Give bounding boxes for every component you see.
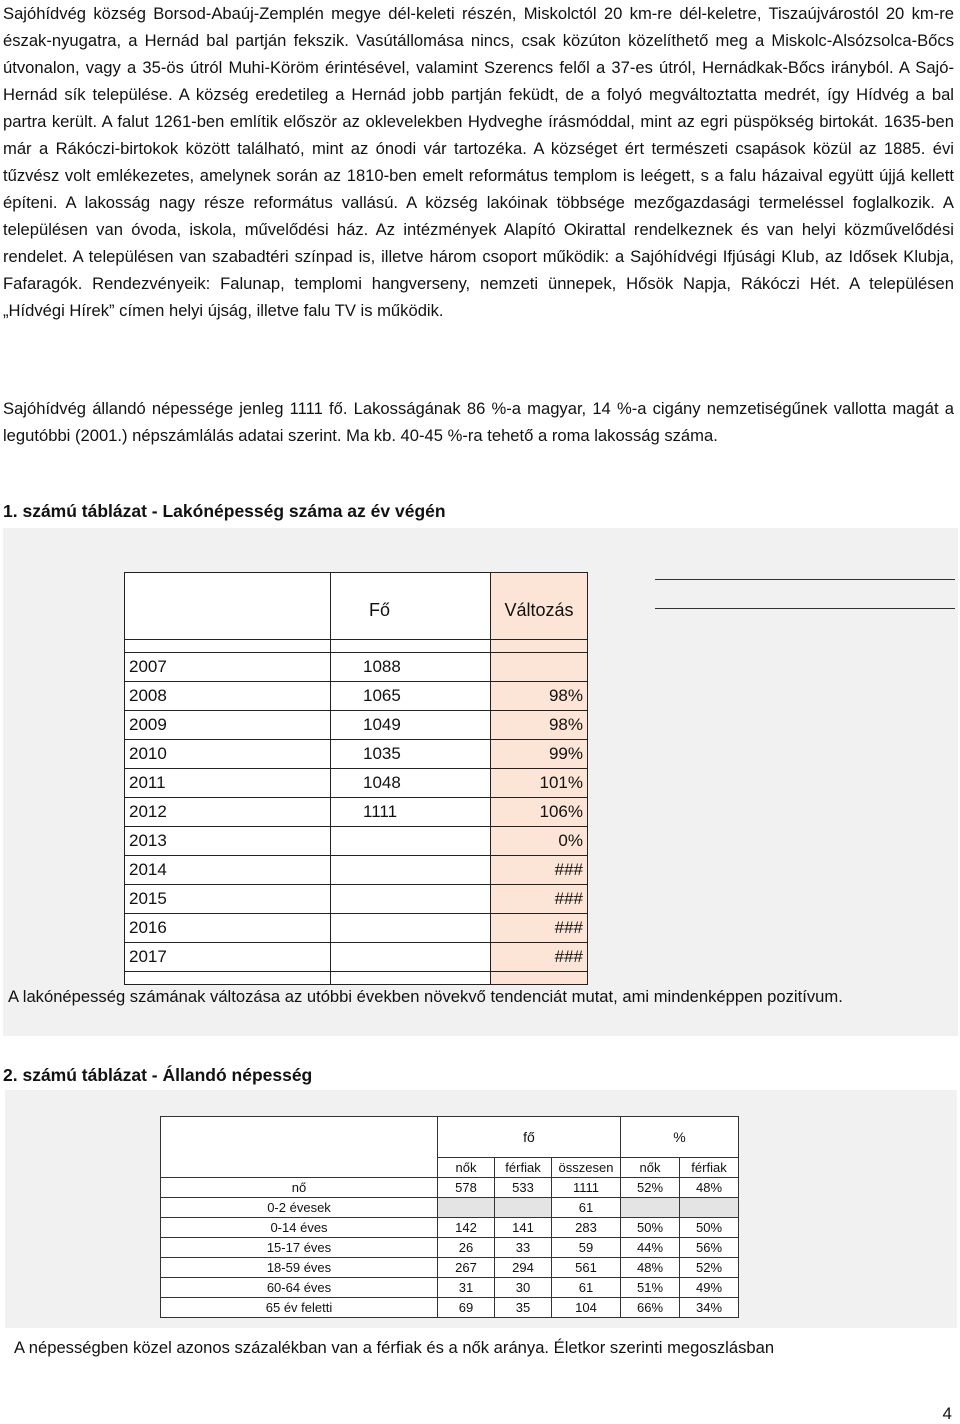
table2-cell: 59 — [552, 1238, 621, 1258]
table2-cell: 533 — [495, 1178, 552, 1198]
table1-caption: 1. számú táblázat - Lakónépesség száma az év végén — [3, 501, 446, 521]
table2-cell: 66% — [621, 1298, 680, 1318]
table2-sub-header-row — [161, 1158, 739, 1178]
table1-cell-year: 2013 — [125, 827, 331, 856]
table2-row — [161, 1218, 739, 1238]
table1-row — [125, 769, 588, 798]
table2-cell: 48% — [621, 1258, 680, 1278]
table1-row — [125, 827, 588, 856]
table1-header-change: Változás — [491, 573, 588, 640]
table1-row — [125, 914, 588, 943]
table2-subheader: férfiak — [680, 1158, 739, 1178]
table2-cell: 141 — [495, 1218, 552, 1238]
table1-spacer-cell — [125, 640, 331, 653]
table1-row — [125, 740, 588, 769]
table2-row — [161, 1278, 739, 1298]
table2-cell: 69 — [438, 1298, 495, 1318]
table2-row-label: nő — [161, 1178, 438, 1198]
table1-row — [125, 653, 588, 682]
table1-cell-change: ### — [491, 856, 588, 885]
table2-cell: 283 — [552, 1218, 621, 1238]
table2-cell: 34% — [680, 1298, 739, 1318]
table2-group-header-row — [161, 1117, 739, 1158]
page-number: 4 — [942, 1404, 952, 1423]
table2-cell: 294 — [495, 1258, 552, 1278]
table1-cell-year: 2011 — [125, 769, 331, 798]
table1-note: A lakónépesség számának változása az utóbbi években növekvő tendenciát mutat, ami mindenképpen pozitívum. — [8, 987, 843, 1006]
table1-spacer-row — [125, 640, 588, 653]
table1-row — [125, 682, 588, 711]
table2-cell: 1111 — [552, 1178, 621, 1198]
table2-subheader: férfiak — [495, 1158, 552, 1178]
population-paragraph: Sajóhídvég állandó népessége jenleg 1111 fő. Lakosságának 86 %-a magyar, 14 %-a cigány nemzetiségűnek vallotta magát a legutóbbi (2001.) népszámlálás adatai szerint. Ma kb. 40-45 %-ra tehető a roma lakosság száma. — [3, 399, 954, 445]
table2-subheader-empty — [161, 1158, 438, 1178]
table2-cell: 561 — [552, 1258, 621, 1278]
table1-rule-line — [655, 579, 955, 580]
table1-cell-year: 2017 — [125, 943, 331, 972]
table2-header-pct: % — [621, 1117, 739, 1158]
table2-container — [160, 1116, 739, 1318]
table2-row-label: 60-64 éves — [161, 1278, 438, 1298]
table1 — [124, 572, 588, 985]
table2-cell: 104 — [552, 1298, 621, 1318]
table2-cell: 35 — [495, 1298, 552, 1318]
table2-header-empty — [161, 1117, 438, 1158]
table1-cell-fo — [331, 827, 491, 856]
table1-cell-change: 106% — [491, 798, 588, 827]
table2-subheader: összesen — [552, 1158, 621, 1178]
table1-spacer-cell — [331, 640, 491, 653]
table2-subheader: nők — [621, 1158, 680, 1178]
table2-cell: 26 — [438, 1238, 495, 1258]
table1-header-row — [125, 573, 588, 640]
table1-cell-year: 2009 — [125, 711, 331, 740]
table2-header-fo: fő — [438, 1117, 621, 1158]
table1-cell-year: 2016 — [125, 914, 331, 943]
table1-cell-fo: 1049 — [331, 711, 491, 740]
table2-row-label: 0-14 éves — [161, 1218, 438, 1238]
table1-header-fo: Fő — [331, 573, 491, 640]
table1-cell-fo — [331, 914, 491, 943]
table1-row — [125, 885, 588, 914]
table2-cell: 49% — [680, 1278, 739, 1298]
table1-row — [125, 798, 588, 827]
table1-cell-fo: 1088 — [331, 653, 491, 682]
table2-cell: 31 — [438, 1278, 495, 1298]
table1-cell-change: 101% — [491, 769, 588, 798]
table1-cell-year: 2008 — [125, 682, 331, 711]
table1-rule-line — [655, 608, 955, 609]
table1-cell-fo — [331, 885, 491, 914]
table1-cell-change: 98% — [491, 682, 588, 711]
table1-row — [125, 856, 588, 885]
table2-cell — [495, 1198, 552, 1218]
table1-cell-fo — [331, 943, 491, 972]
table2-row-label: 65 év feletti — [161, 1298, 438, 1318]
table2-cell: 50% — [621, 1218, 680, 1238]
table2-row — [161, 1198, 739, 1218]
table1-cell-change: ### — [491, 885, 588, 914]
table1-spacer-cell — [491, 640, 588, 653]
table2-row-label: 0-2 évesek — [161, 1198, 438, 1218]
table2-row — [161, 1298, 739, 1318]
table2 — [160, 1116, 739, 1318]
table2-row-label: 18-59 éves — [161, 1258, 438, 1278]
table1-cell-fo: 1111 — [331, 798, 491, 827]
table1-container — [124, 572, 588, 985]
table1-cell-year: 2010 — [125, 740, 331, 769]
table2-subheader: nők — [438, 1158, 495, 1178]
table2-cell: 50% — [680, 1218, 739, 1238]
table2-cell: 52% — [680, 1258, 739, 1278]
closing-paragraph: A népességben közel azonos százalékban van a férfiak és a nők aránya. Életkor szerinti megoszlásban — [14, 1338, 775, 1357]
table2-cell: 33 — [495, 1238, 552, 1258]
table2-cell: 51% — [621, 1278, 680, 1298]
table1-cell-year: 2007 — [125, 653, 331, 682]
table1-cell-fo: 1035 — [331, 740, 491, 769]
table2-cell — [680, 1198, 739, 1218]
table1-cell-change: 0% — [491, 827, 588, 856]
table1-cell-fo: 1048 — [331, 769, 491, 798]
intro-paragraph: Sajóhídvég község Borsod-Abaúj-Zemplén megye dél-keleti részén, Miskolctól 20 km-re dél-keletre, Tiszaújvárostól 20 km-re észak-nyugatra, a Hernád bal partján fekszik. Vasútállomása nincs, csak közúton közelíthető meg a Miskolc-Alsózsolca-Bőcs útvonalon, vagy a 35-ös útról Muhi-Köröm érintésével, valamint Szerencs felől a 37-es útról, Hernádkak-Bőcs irányból. A Sajó-Hernád sík települése. A község eredetileg a Hernád jobb partján feküdt, de a folyó megváltoztatta medrét, így Hídvég a bal partra került. A falut 1261-ben említik először az oklevelekben Hydveghe írásmóddal, mint az egri püspökség birtokát. 1635-ben már a Rákóczi-birtokok között található, mint az ónodi vár tartozéka. A községet ért természeti csapások közül az 1885. évi tűzvész volt emlékezetes, amelynek során az 1810-ben emelt református templom is leégett, s a falu házaival együtt újjá kellett építeni. A lakosság nagy része református vallású. A község lakóinak többsége mezőgazdasági termeléssel foglalkozik. A településen van óvoda, iskola, művelődési ház. Az intézmények Alapító Okirattal rendelkeznek és van helyi közművelődési rendelet. A településen van szabadtéri színpad is, illetve három csoport működik: a Sajóhídvégi Ifjúsági Klub, az Idősek Klubja, Fafaragók. Rendezvényeik: Falunap, templomi hangverseny, nemzeti ünnepek, Hősök Napja, Rákóczi Hét. A településen „Hídvégi Hírek” címen helyi újság, illetve falu TV is működik. — [3, 4, 954, 320]
table2-cell: 48% — [680, 1178, 739, 1198]
table2-cell: 142 — [438, 1218, 495, 1238]
table1-cell-year: 2012 — [125, 798, 331, 827]
table1-cell-change: ### — [491, 914, 588, 943]
table1-cell-fo: 1065 — [331, 682, 491, 711]
table2-cell — [438, 1198, 495, 1218]
table1-cell-year: 2015 — [125, 885, 331, 914]
table2-cell: 30 — [495, 1278, 552, 1298]
table2-cell: 578 — [438, 1178, 495, 1198]
table1-cell-change: 99% — [491, 740, 588, 769]
table2-cell: 61 — [552, 1198, 621, 1218]
table2-row — [161, 1258, 739, 1278]
table1-cell-change — [491, 653, 588, 682]
table2-cell: 61 — [552, 1278, 621, 1298]
table1-header-empty — [125, 573, 331, 640]
table2-caption: 2. számú táblázat - Állandó népesség — [3, 1065, 313, 1085]
table1-cell-year: 2014 — [125, 856, 331, 885]
table2-cell: 44% — [621, 1238, 680, 1258]
table1-cell-change: ### — [491, 943, 588, 972]
table2-cell: 267 — [438, 1258, 495, 1278]
table2-cell — [621, 1198, 680, 1218]
table2-row — [161, 1238, 739, 1258]
table1-row — [125, 943, 588, 972]
table2-row-label: 15-17 éves — [161, 1238, 438, 1258]
table2-row — [161, 1178, 739, 1198]
table1-row — [125, 711, 588, 740]
table1-cell-change: 98% — [491, 711, 588, 740]
table2-cell: 52% — [621, 1178, 680, 1198]
table1-cell-fo — [331, 856, 491, 885]
table2-cell: 56% — [680, 1238, 739, 1258]
